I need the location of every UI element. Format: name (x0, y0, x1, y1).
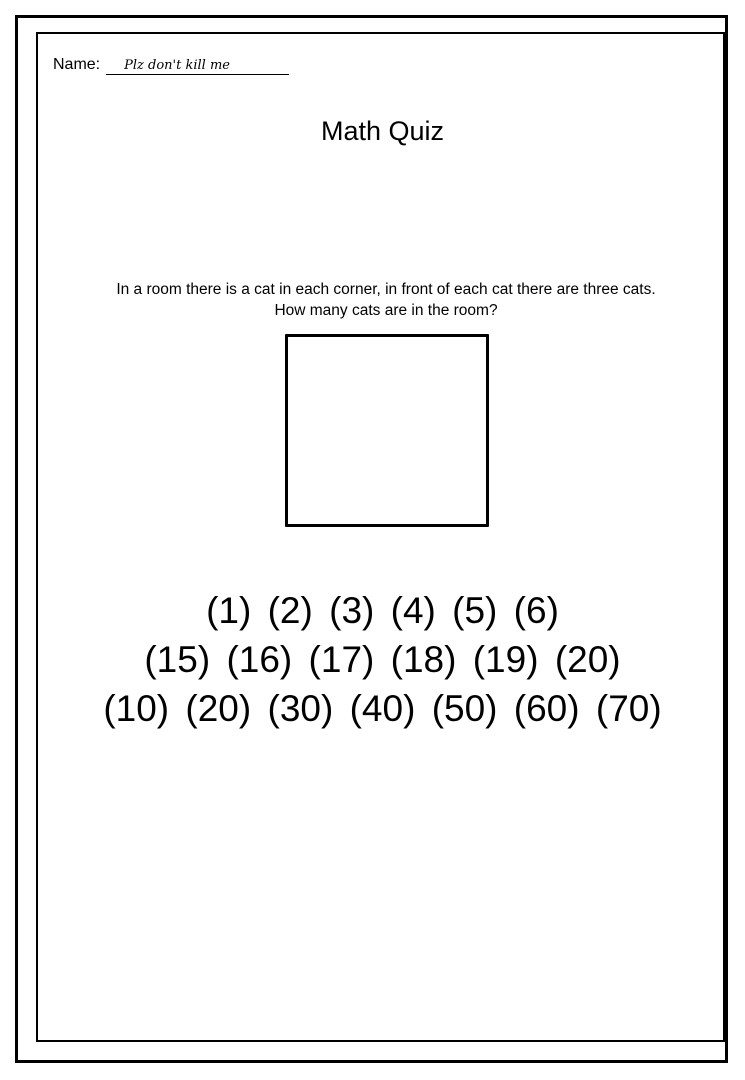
name-row (53, 56, 289, 75)
answer-option[interactable]: (10) (103, 688, 170, 729)
answer-option[interactable]: (2) (267, 590, 313, 631)
page-inner-border (36, 32, 725, 1042)
answer-row-1 (10, 586, 745, 635)
answer-option[interactable]: (50) (431, 688, 498, 729)
answer-row-2 (10, 635, 745, 684)
answer-option[interactable]: (15) (144, 639, 211, 680)
question-line-1: In a room there is a cat in each corner, in front of each cat there are three cats. (116, 281, 656, 298)
name-field[interactable]: Plz don't kill me (106, 58, 289, 75)
answer-option[interactable]: (16) (226, 639, 293, 680)
answer-option[interactable]: (17) (308, 639, 375, 680)
answer-option[interactable]: (1) (206, 590, 252, 631)
answer-option[interactable]: (20) (554, 639, 621, 680)
quiz-title: Math Quiz (320, 116, 445, 146)
answer-option[interactable]: (60) (513, 688, 580, 729)
answer-option[interactable]: (70) (595, 688, 662, 729)
answer-option[interactable]: (19) (472, 639, 539, 680)
answer-option[interactable]: (3) (329, 590, 375, 631)
answer-option[interactable]: (6) (513, 590, 559, 631)
answer-option[interactable]: (5) (452, 590, 498, 631)
answer-option[interactable]: (20) (185, 688, 252, 729)
question-line-2: How many cats are in the room? (274, 302, 498, 319)
question-text (36, 279, 736, 321)
answer-option[interactable]: (40) (349, 688, 416, 729)
name-label: Name: (53, 56, 101, 73)
room-square-drawing (285, 334, 489, 527)
answer-option[interactable]: (18) (390, 639, 457, 680)
answer-row-3 (10, 684, 745, 733)
answer-options (10, 586, 745, 733)
answer-option[interactable]: (4) (390, 590, 436, 631)
answer-option[interactable]: (30) (267, 688, 334, 729)
